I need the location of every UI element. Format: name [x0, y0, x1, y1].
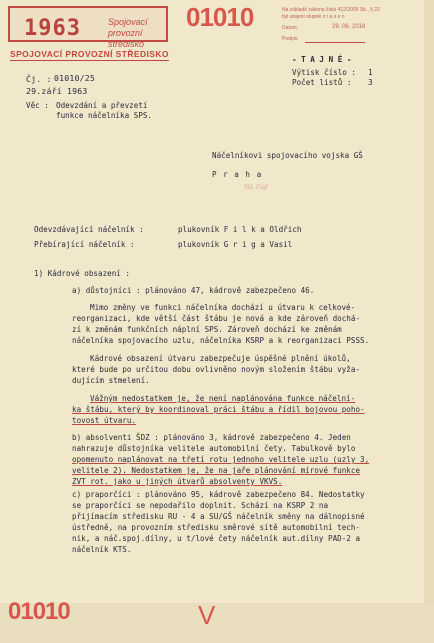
document-date: 29.září 1963	[26, 86, 88, 96]
paragraph-line: Vážným nedostatkem je, že není naplánována funkce náčelní-	[90, 394, 356, 403]
stamp-year: 1963	[24, 16, 81, 41]
item-a: a) důstojníci : plánováno 47, kádrově zabezpečeno 46.	[72, 286, 315, 295]
declassify-line-2: byl utajení stupně z r a s e n	[282, 14, 345, 20]
sheet-count-value: 3	[368, 78, 373, 87]
item-c-line: c) praporčíci : plánováno 95, kádrově zabezpečeno 84. Nedostatky	[72, 490, 365, 499]
copy-number-value: 1	[368, 68, 373, 77]
item-b-line: ZVT rot. jako u jiných útvarů absolventy VKVS.	[72, 477, 283, 486]
paragraph-line: které bude po určitou dobu ovlivněno novým složením štábu vyža-	[72, 365, 361, 374]
paragraph-line: tovost útvaru.	[72, 416, 137, 425]
addressee-line-1: Náčelníkovi spojovacího vojska GŠ	[212, 151, 363, 160]
addressee-line-2: P r a h a	[212, 170, 263, 179]
paper-edge	[424, 0, 434, 643]
subject-label: Věc :	[26, 101, 49, 110]
declassify-date-label: Datum:	[282, 25, 299, 31]
paragraph-line: Kádrové obsazení útvaru zabezpečuje úspěšné plnění úkolů,	[90, 354, 351, 363]
subject-line-2: funkce náčelníka SPS.	[56, 111, 153, 120]
incoming-label: Přebírající náčelník :	[34, 240, 135, 249]
stamp-line-1: Spojovací	[108, 17, 148, 27]
secrecy-mark: - T A J N É -	[292, 55, 352, 64]
big-registry-number-top: 01010	[186, 2, 254, 32]
paragraph-line: Mimo změny ve funkci náčelníka dochází u útvaru k celkové-	[90, 303, 356, 312]
handwritten-note: Vel. Fajl	[244, 183, 268, 191]
section-1-heading: 1) Kádrové obsazení :	[34, 269, 131, 278]
item-c-line: se praporčíci se nepodařilo doplnit. Schází na KSRP 2 na	[72, 501, 329, 510]
copy-number-label: Výtisk číslo :	[292, 68, 357, 77]
stamp-text	[108, 17, 166, 50]
signature-stroke	[305, 42, 365, 43]
item-b-line: velitele 2). Nedostatkem je, že na jaře plánování mírové funkce	[72, 466, 361, 475]
big-registry-number-bottom: 01010	[8, 598, 70, 625]
paragraph-line: náčelníka spojovacího uzlu, náčelníka KSRP a k reorganizaci PSSS.	[72, 336, 370, 345]
outgoing-value: plukovník F i l k a Oldřich	[178, 225, 302, 234]
ref-value: 01010/25	[54, 73, 96, 83]
paragraph-line: dujícím stmelení.	[72, 376, 150, 385]
stamp-line-2: provozní středisko	[108, 28, 145, 49]
paragraph-line: reorganizaci, kde větší část štábu je nová a kde zároveň dochá-	[72, 314, 361, 323]
red-v-mark: V	[198, 600, 216, 630]
item-c-line: přijímacím středisku RU - 4 a SU/GŠ náčelník směny na dálnopisné	[72, 512, 365, 521]
declassify-line-1: Na základě zákona čísla 412/2005 Sb., § 22	[282, 7, 380, 13]
declassify-date: 29. 06. 2016	[332, 24, 366, 30]
paragraph-line: zí k změnám funkčních náplní SPS. Zároveň dochází ke změnám	[72, 325, 342, 334]
paragraph-line: ka štábu, který by koordinoval práci štábu a řídil bojovou poho-	[72, 405, 365, 414]
item-b-line: b) absolventi ŠDZ : plánováno 3, kádrově zabezpečeno 4. Jeden	[72, 433, 351, 442]
outgoing-label: Odevzdávající náčelník :	[34, 225, 144, 234]
item-b-line: opomenuto naplánovat na třetí rotu jednoho velitele uzlu (uzly 3,	[72, 455, 370, 464]
item-b-line: nahrazuje důstojníka velitele automobilní čety. Tabulkově bylo	[72, 444, 356, 453]
declassify-signature-label: Podpis:	[282, 36, 299, 42]
ref-label: Čj. :	[26, 74, 52, 84]
subject-line-1: Odevzdání a převzetí	[56, 101, 148, 110]
registry-stamp	[8, 6, 168, 49]
sheet-count-label: Počet listů :	[292, 78, 352, 87]
item-c-line: náčelník KTS.	[72, 545, 132, 554]
item-c-line: ústředně, na provozním středisku směrové sítě automobilní tech-	[72, 523, 361, 532]
incoming-value: plukovník G r i g a Vasil	[178, 240, 293, 249]
item-c-line: nik, a náč.spoj.dílny, u t/lové čety náčelník aut.dílny PAD-2 a	[72, 534, 361, 543]
unit-stamp: SPOJOVACÍ PROVOZNÍ STŘEDISKO	[10, 49, 169, 59]
